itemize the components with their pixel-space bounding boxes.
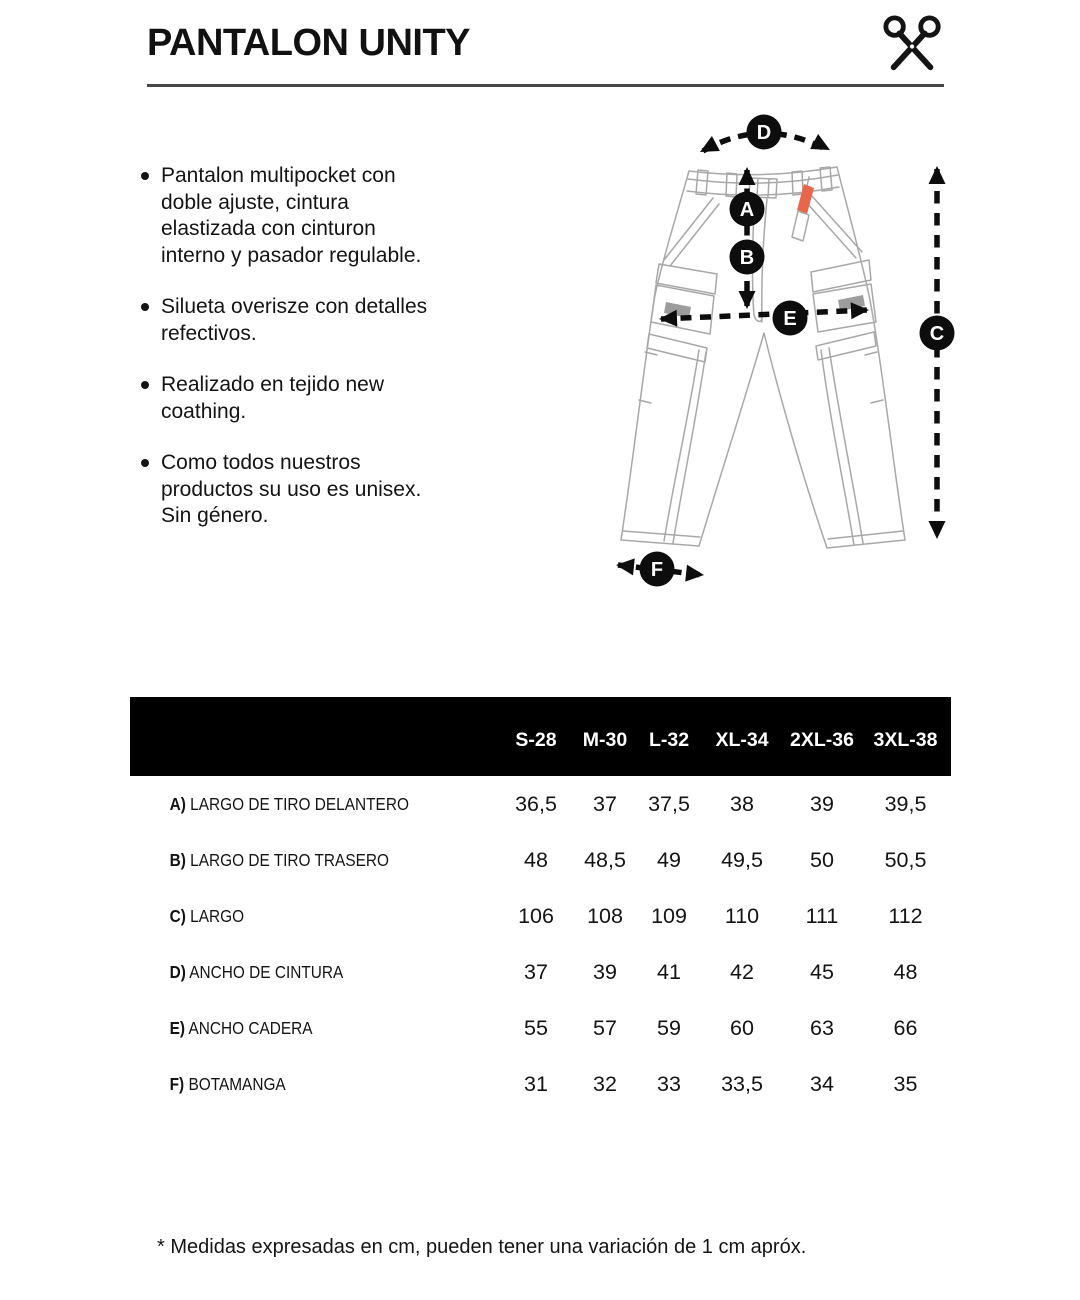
value-cell: 60 <box>730 1015 754 1040</box>
value-cell: 109 <box>651 903 687 928</box>
bullet-line: productos su uso es unisex. <box>161 477 422 501</box>
table-row <box>130 1000 951 1056</box>
value-cell: 33 <box>657 1071 681 1096</box>
column-header: L-32 <box>648 729 690 751</box>
bullet-item <box>141 163 451 269</box>
table-header-row <box>130 697 951 776</box>
size-table <box>130 697 951 1112</box>
value-cell: 48 <box>524 847 548 872</box>
bullet-item <box>141 294 451 347</box>
bullet-dot <box>141 381 149 389</box>
measure-label-c <box>920 316 955 351</box>
value-cell: 66 <box>893 1015 918 1040</box>
value-cell: 39,5 <box>884 791 927 816</box>
bullet-dot <box>141 303 149 311</box>
value-cell: 55 <box>524 1015 548 1040</box>
pants-drawing <box>621 167 905 548</box>
bullet-item <box>141 450 451 530</box>
scissors-icon <box>882 14 944 76</box>
measure-letter: E <box>783 308 797 330</box>
value-cell: 112 <box>888 903 923 928</box>
value-cell: 42 <box>730 959 754 984</box>
header-divider <box>147 84 944 87</box>
column-header: 3XL-38 <box>873 729 938 751</box>
value-cell: 33,5 <box>721 1071 763 1096</box>
measure-label-b <box>730 240 765 275</box>
table-row <box>130 888 951 944</box>
column-header: M-30 <box>582 729 628 751</box>
value-cell: 41 <box>657 959 681 984</box>
row-label: D) ANCHO DE CINTURA <box>169 961 344 982</box>
bullet-dot <box>141 172 149 180</box>
row-label: B) LARGO DE TIRO TRASERO <box>169 849 389 870</box>
value-cell: 45 <box>810 959 834 984</box>
bullet-dot <box>141 459 149 467</box>
value-cell: 48 <box>893 959 918 984</box>
column-header: 2XL-36 <box>790 729 854 751</box>
measure-label-f <box>640 552 675 587</box>
bullet-item <box>141 372 451 425</box>
value-cell: 63 <box>810 1015 834 1040</box>
value-cell: 37 <box>593 791 617 816</box>
row-label: C) LARGO <box>169 905 245 926</box>
measure-letter: D <box>756 122 772 144</box>
table-row <box>130 832 951 888</box>
footnote: * Medidas expresadas en cm, pueden tener una variación de 1 cm apróx. <box>157 1236 807 1258</box>
table-row <box>130 944 951 1000</box>
measure-letter: C <box>929 323 945 345</box>
measure-arrow-c <box>929 166 946 539</box>
measure-letter: F <box>650 559 664 581</box>
value-cell: 108 <box>587 903 623 928</box>
value-cell: 32 <box>593 1071 617 1096</box>
value-cell: 31 <box>524 1071 548 1096</box>
value-cell: 49 <box>657 847 681 872</box>
measure-letter: B <box>739 247 755 269</box>
value-cell: 37,5 <box>648 791 690 816</box>
measure-label-e <box>773 301 808 336</box>
row-label: E) ANCHO CADERA <box>169 1017 313 1038</box>
column-header: S-28 <box>515 729 557 751</box>
row-label: A) LARGO DE TIRO DELANTERO <box>169 793 409 814</box>
value-cell: 48,5 <box>584 847 626 872</box>
value-cell: 49,5 <box>721 847 763 872</box>
bullet-line: elastizada con cinturon <box>161 217 376 240</box>
value-cell: 37 <box>524 959 548 984</box>
bullet-line: doble ajuste, cintura <box>161 190 349 214</box>
pants-measurement-diagram <box>555 95 995 610</box>
value-cell: 34 <box>810 1071 834 1096</box>
row-label: F) BOTAMANGA <box>169 1073 286 1094</box>
table-row <box>130 776 951 832</box>
bullet-line: Como todos nuestros <box>161 451 361 474</box>
bullet-list <box>141 163 451 555</box>
column-header: XL-34 <box>715 729 769 751</box>
value-cell: 50,5 <box>884 847 927 872</box>
measure-label-d <box>747 115 782 150</box>
value-cell: 106 <box>518 903 554 928</box>
measure-label-a <box>730 192 765 227</box>
value-cell: 39 <box>810 791 834 816</box>
page-title: PANTALON UNITY <box>147 22 471 64</box>
value-cell: 110 <box>724 903 760 928</box>
value-cell: 35 <box>893 1071 918 1096</box>
value-cell: 50 <box>810 847 834 872</box>
bullet-line: coathing. <box>161 399 247 423</box>
table-row <box>130 1056 951 1112</box>
value-cell: 38 <box>730 791 754 816</box>
bullet-line: Realizado en tejido new <box>161 373 384 396</box>
value-cell: 59 <box>657 1015 681 1040</box>
bullet-line: interno y pasador regulable. <box>161 243 422 267</box>
value-cell: 111 <box>805 903 839 928</box>
bullet-line: Pantalon multipocket con <box>161 164 396 187</box>
bullet-line: Silueta overisze con detalles <box>161 295 428 318</box>
value-cell: 57 <box>593 1015 617 1040</box>
value-cell: 36,5 <box>515 791 557 816</box>
measure-letter: A <box>739 199 755 221</box>
bullet-line: Sin género. <box>161 504 269 527</box>
bullet-line: refectivos. <box>161 321 257 345</box>
value-cell: 39 <box>593 959 617 984</box>
